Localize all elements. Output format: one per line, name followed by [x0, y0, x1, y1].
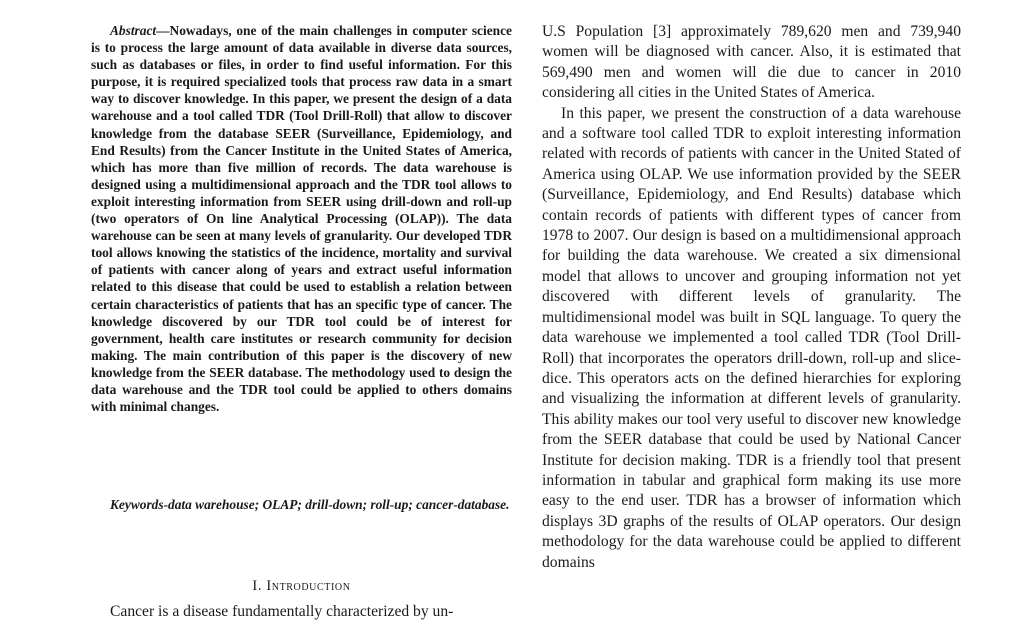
abstract-body: Nowadays, one of the main challenges in computer science is to process the large amount of data available in diverse data sources, such as databases or files, in order to find useful information. For this purpose, it is required specialized tools that process raw data in a smart way to discover knowledge. In this paper, we present the design of a data warehouse and a tool called TDR (Tool Drill-Roll) that allow to discover knowledge from the database SEER (Surveillance, Epidemiology, and End Results) from the Cancer Institute in the United States of America, which has more than five million of records. The data warehouse is designed using a multidimensional approach and the TDR tool allows to exploit interesting information from SEER using drill-down and roll-up (two operators of On line Analytical Processing (OLAP)). The data warehouse can be seen at many levels of granularity. Our developed TDR tool allows knowing the statistics of the incidence, mortality and survival of patients with cancer along of years and extract useful information related to this disease that could be used to establish a relation between certain characteristics of patients that has an specific type of cancer. The knowledge discovered by our TDR tool could be of interest for government, health care institutes or research community for decision making. The main contribution of this paper is the discovery of new knowledge from the SEER database. The methodology used to design the data warehouse and the TDR tool could be applied to others domains with minimal changes.	[91, 23, 512, 415]
keywords-paragraph: Keywords-data warehouse; OLAP; drill-down; roll-up; cancer-database.	[110, 497, 510, 512]
abstract-dash: —	[156, 23, 170, 38]
section-number: I.	[252, 578, 263, 594]
body-paragraph-contribution: In this paper, we present the construction of a data warehouse and a software tool called TDR to exploit interesting information related with records of patients with cancer in the United Stated of America using OLAP. We use information provided by the SEER (Surveillance, Epidemiology, and End Results) database which contain records of patients with different types of cancer from 1978 to 2007. Our design is based on a multidimensional approach for building the data warehouse. We created a six dimensional model that allows to uncover and grouping information not yet discovered with different levels of granularity. The multidimensional model was built in SQL language. To query the data warehouse we implemented a tool called TDR (Tool Drill-Roll) that incorporates the operators drill-down, roll-up and slice-dice. This operators acts on the defined hierarchies for exploring and visualizing the information at different levels of granularity. This ability makes our tool very useful to discover new knowledge from the SEER database that could be used by National Cancer Institute for decision making. TDR is a friendly tool that present information in tabular and graphical form making its use more easy to the end user. TDR has a browser of information which displays 3D graphs of the results of OLAP operators. Our design methodology for the data warehouse could be applied to different domains	[542, 104, 961, 571]
section-title: Introduction	[266, 578, 351, 594]
abstract-paragraph	[91, 22, 512, 415]
abstract-label: Abstract	[110, 23, 157, 38]
introduction-paragraph: Cancer is a disease fundamentally characterized by un-	[110, 603, 454, 620]
right-column	[542, 22, 961, 573]
section-heading-introduction	[91, 578, 512, 595]
body-paragraph-continued: U.S Population [3] approximately 789,620 men and 739,940 women will be diagnosed with cancer. Also, it is estimated that 569,490 men and women will die due to cancer in 2010 considering all cities in the United States of America.	[542, 23, 961, 102]
left-column	[91, 22, 512, 620]
